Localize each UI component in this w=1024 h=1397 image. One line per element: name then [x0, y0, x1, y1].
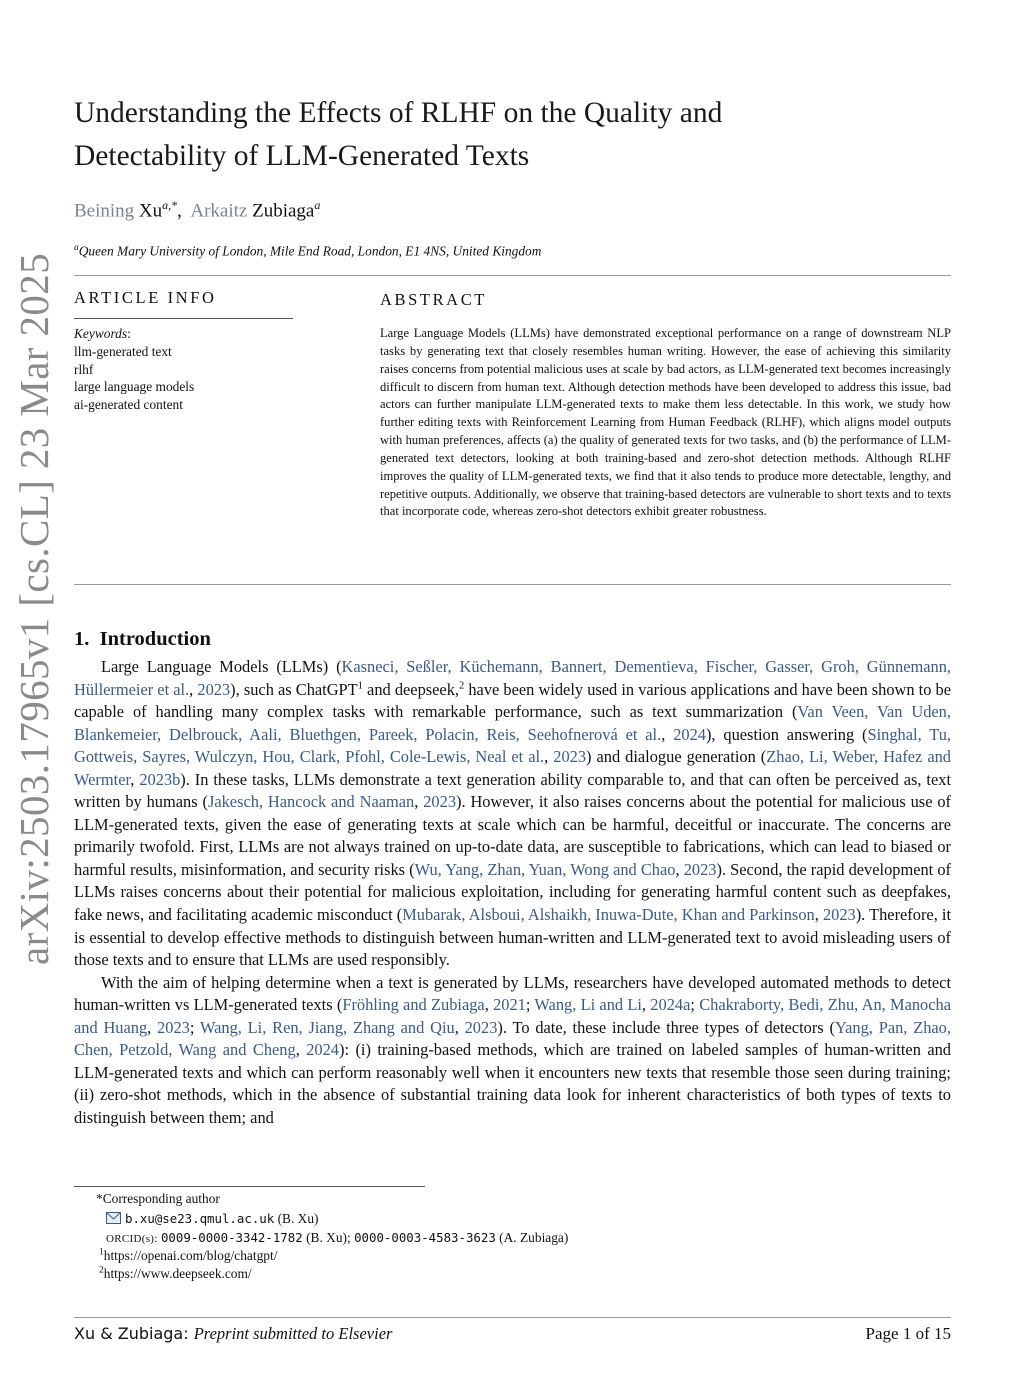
section-heading	[74, 625, 211, 653]
paragraph-1: Large Language Models (LLMs) (Kasneci, Seßler, Küchemann, Bannert, Dementieva, Fischer, Gasser, Groh, Günnemann, Hüllermeier et al., 2023), such as ChatGPT$^1$ and deepseek,$^2$ have been widely used in various applications and have been shown to be capable of handling many complex tasks with remarkable performance, such as text summarization (Van Veen, Van Uden, Blankemeier, Delbrouck, Aali, Bluethgen, Pareek, Polacin, Reis, Seehofnerová et al., 2024), question answering (Singhal, Tu, Gottweis, Sayres, Wulczyn, Hou, Clark, Pfohl, Cole-Lewis, Neal et al., 2023) and dialogue generation (Zhao, Li, Weber, Hafez and Wermter, 2023b). In these tasks, LLMs demonstrate a text generation ability comparable to, and that can often be perceived as, text written by humans (Jakesch, Hancock and Naaman, 2023). However, it also raises concerns about the potential for malicious use of LLM-generated texts, given the ease of generating texts at scale which can be harmful, deceitful or inaccurate. The concerns are primarily twofold. First, LLMs are not always trained on up-to-date data, are susceptible to fabrications, which can lead to biased or harmful results, misinformation, and security risks (Wu, Yang, Zhan, Yuan, Wong and Chao, 2023). Second, the rapid development of LLMs raises concerns about their potential for malicious exploitation, including for generating harmful content such as deepfakes, fake news, and facilitating academic misconduct (Mubarak, Alsboui, Alshaikh, Inuwa-Dute, Khan and Parkinson, 2023). Therefore, it is essential to develop effective methods to distinguish between human-written and LLM-generated text to avoid misleading users of those texts and to ensure that LLMs are used responsibly.	[74, 657, 952, 970]
keyword-item: llm-generated text	[74, 343, 172, 359]
corresponding-author-note: *Corresponding author	[96, 1191, 220, 1206]
keywords-block: Keywords: llm-generated text rlhf large language models ai-generated content	[74, 325, 294, 414]
section-title: Introduction	[99, 628, 211, 650]
orcid-line	[106, 1229, 568, 1249]
envelope-icon	[106, 1211, 121, 1223]
citation-link[interactable]: Wang, Li, Ren, Jiang, Zhang and Qiu	[199, 1017, 455, 1037]
footer-venue: Preprint submitted to Elsevier	[193, 1324, 393, 1343]
citation-link[interactable]: Kasneci, Seßler, Küchemann, Bannert, Dementieva, Fischer, Gasser, Groh, Günnemann, Hüllermeier et al.	[74, 657, 951, 699]
citation-link[interactable]: Van Veen, Van Uden, Blankemeier, Delbrouck, Aali, Bluethgen, Pareek, Polacin, Reis, Seehofnerová et al.	[74, 702, 951, 744]
article-info-rule	[74, 318, 293, 319]
keywords-label: Keywords	[74, 326, 128, 341]
orcid-1-owner: (B. Xu);	[306, 1230, 351, 1245]
email-line	[106, 1210, 318, 1229]
section-number: 1.	[74, 628, 90, 650]
divider-abstract	[74, 584, 951, 585]
author-2-sup: a	[314, 198, 321, 212]
citation-link[interactable]: 2023	[553, 747, 587, 767]
abstract-heading: ABSTRACT	[380, 290, 487, 309]
author-2-last: Zubiaga	[252, 200, 315, 222]
title-line-2: Detectability of LLM-Generated Texts	[74, 140, 530, 172]
citation-link[interactable]: 2023	[157, 1017, 190, 1037]
arxiv-identifier: arXiv:2503.17965v1 [cs.CL] 23 Mar 2025	[11, 252, 57, 965]
footnote-1-url[interactable]: https://openai.com/blog/chatgpt/	[103, 1248, 278, 1263]
affiliation	[74, 238, 541, 261]
footnote-2	[99, 1265, 252, 1284]
citation-link[interactable]: 2024a	[650, 995, 691, 1015]
orcid-2-owner: (A. Zubiaga)	[499, 1230, 569, 1245]
footnote-rule	[74, 1186, 425, 1187]
footnote-2-mark: 2	[99, 1265, 104, 1276]
citation-link[interactable]: Wang, Li and Li	[534, 995, 642, 1015]
footnote-2-url[interactable]: https://www.deepseek.com/	[103, 1266, 252, 1281]
citation-link[interactable]: 2023	[822, 905, 856, 925]
citation-link[interactable]: 2024	[306, 1040, 339, 1060]
footnote-ref[interactable]: 1	[357, 680, 363, 692]
page-number: Page 1 of 15	[865, 1324, 951, 1343]
citation-link[interactable]: 2023	[683, 859, 717, 879]
footer-running-head	[74, 1324, 392, 1344]
citation-link[interactable]: Jakesch, Hancock and Naaman	[207, 792, 415, 812]
footer-authors: Xu & Zubiaga:	[74, 1324, 189, 1343]
citation-link[interactable]: 2023	[423, 792, 457, 812]
introduction-body	[74, 656, 951, 1129]
author-1-first: Beining	[74, 200, 135, 222]
footer-rule	[74, 1317, 951, 1318]
citation-link[interactable]: Chakraborty, Bedi, Zhu, An, Manocha and Huang	[74, 995, 951, 1037]
citation-link[interactable]: Fröhling and Zubiaga	[342, 995, 485, 1015]
keyword-item: rlhf	[74, 361, 94, 377]
keyword-item: large language models	[74, 379, 195, 395]
citation-link[interactable]: Zhao, Li, Weber, Hafez and Wermter	[74, 747, 951, 789]
citation-link[interactable]: 2023	[197, 679, 231, 699]
citation-link[interactable]: Wu, Yang, Zhan, Yuan, Wong and Chao	[414, 859, 676, 879]
citation-link[interactable]: Mubarak, Alsboui, Alshaikh, Inuwa-Dute, Khan and Parkinson	[402, 905, 815, 925]
citation-link[interactable]: 2024	[673, 724, 706, 744]
affiliation-text: Queen Mary University of London, Mile End Road, London, E1 4NS, United Kingdom	[78, 243, 542, 259]
paper-title	[74, 92, 954, 178]
divider-top	[74, 275, 951, 276]
citation-link[interactable]: Yang, Pan, Zhao, Chen, Petzold, Wang and Cheng	[74, 1017, 951, 1060]
author-2-first: Arkaitz	[190, 200, 248, 222]
footnote-1	[99, 1247, 277, 1266]
footnote-1-mark: 1	[99, 1247, 104, 1258]
email-owner: (B. Xu)	[277, 1211, 319, 1226]
orcid-2[interactable]: 0000-0003-4583-3623	[354, 1230, 496, 1245]
keyword-item: ai-generated content	[74, 397, 183, 413]
footnote-ref[interactable]: 2	[459, 680, 465, 692]
paragraph-2: With the aim of helping determine when a text is generated by LLMs, researchers have developed automated methods to detect human-written vs LLM-generated texts (Fröhling and Zubiaga, 2021; Wang, Li and Li, 2024a; Chakraborty, Bedi, Zhu, An, Manocha and Huang, 2023; Wang, Li, Ren, Jiang, Zhang and Qiu, 2023). To date, these include three types of detectors (Yang, Pan, Zhao, Chen, Petzold, Wang and Cheng, 2024): (i) training-based methods, which are trained on labeled samples of human-written and LLM-generated texts and which can perform reasonably well when it encounters new texts that resemble those seen during training; (ii) zero-shot methods, which in the absence of substantial training data look for inherent characteristics of both types of texts to distinguish between them; and	[74, 972, 951, 1127]
citation-link[interactable]: Singhal, Tu, Gottweis, Sayres, Wulczyn, Hou, Clark, Pfohl, Cole-Lewis, Neal et al.	[74, 724, 951, 767]
citation-link[interactable]: 2021	[493, 995, 526, 1015]
title-line-1: Understanding the Effects of RLHF on the Quality and	[74, 97, 723, 129]
citation-link[interactable]: 2023	[464, 1017, 498, 1037]
orcid-label: ORCID(s):	[106, 1233, 158, 1245]
author-1-last: Xu	[138, 200, 163, 222]
author-list: Beining $Xu^{a,*}$, Arkaitz Zubiaga$^a$	[74, 198, 321, 222]
abstract-text: Large Language Models (LLMs) have demonstrated exceptional performance on a range of downstream NLP tasks by generating text that closely resembles human writing. However, the ease of achieving this similarity raises concerns from potential malicious uses at scale by bad actors, as LLM-generated text becomes increasingly difficult to discern from human text. Although detection methods have been developed to address this issue, bad actors can further manipulate LLM-generated texts to make them less detectable. In this work, we study how further editing texts with Reinforcement Learning from Human Feedback (RLHF), which aligns model outputs with human preferences, affects (a) the quality of generated texts for two tasks, and (b) the performance of LLM-generated text detectors, looking at both training-based and zero-shot detection methods. Although RLHF improves the quality of LLM-generated texts, we find that it also tends to produce more detectable, lengthy, and repetitive outputs. Additionally, we observe that training-based detectors are vulnerable to short texts and to texts that incorporate code, whereas zero-shot detectors exhibit greater robustness.	[380, 326, 951, 519]
article-info-heading: ARTICLE INFO	[74, 288, 217, 307]
citation-link[interactable]: 2023b	[139, 769, 181, 789]
affiliation-mark: a	[74, 243, 79, 253]
email-address[interactable]: b.xu@se23.qmul.ac.uk	[125, 1211, 275, 1226]
author-1-sup: a,*	[162, 198, 178, 212]
orcid-1[interactable]: 0009-0000-3342-1782	[160, 1230, 303, 1245]
